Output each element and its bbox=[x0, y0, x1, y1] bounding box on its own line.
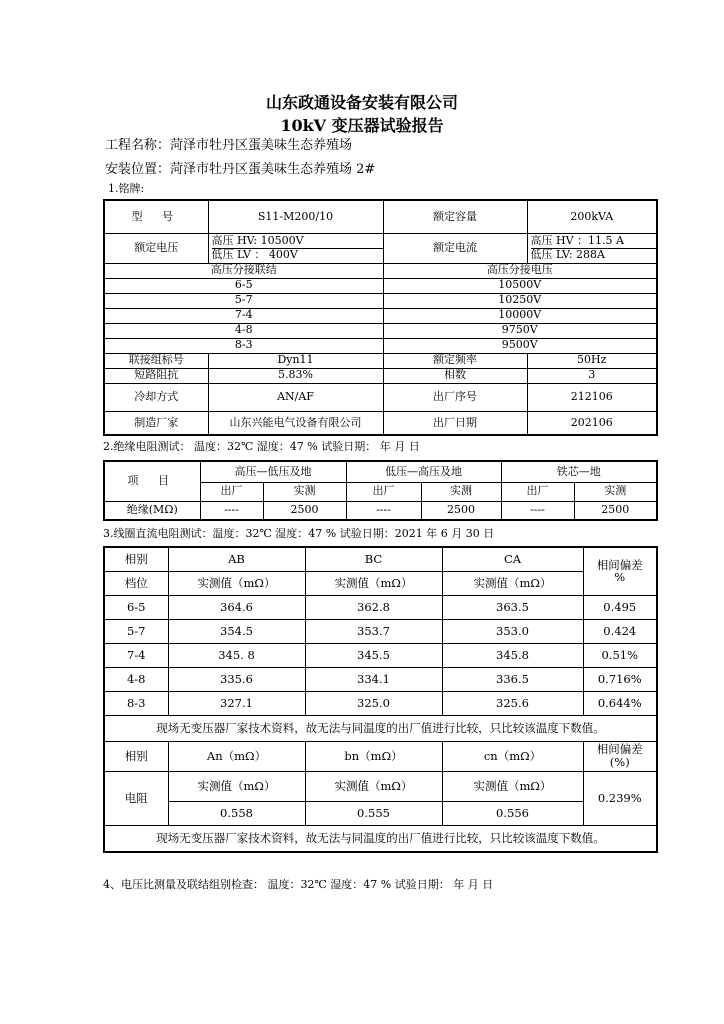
ab-value: 345. 8 bbox=[168, 643, 305, 667]
ca-value: 345.8 bbox=[442, 643, 583, 667]
factory-label: 出厂 bbox=[200, 482, 263, 501]
measured-header: 实测值（mΩ） bbox=[305, 771, 442, 801]
tap-conn: 5-7 bbox=[104, 293, 383, 308]
section-ratio-heading: 4、电压比测量及联结组别检查： 温度：32℃ 湿度：47 % 试验日期： 年 月 日 bbox=[103, 878, 494, 891]
measured-label: 实测 bbox=[263, 482, 346, 501]
tap-voltage: 9500V bbox=[383, 338, 657, 353]
report-title: 10kV 变压器试验报告 bbox=[280, 116, 444, 135]
group-header: 高压—低压及地 bbox=[200, 461, 346, 482]
tap-cell: 6-5 bbox=[104, 595, 168, 619]
tap-voltage: 9750V bbox=[383, 323, 657, 338]
measured-header: 实测值（mΩ） bbox=[305, 571, 442, 595]
tap-cell: 7-4 bbox=[104, 643, 168, 667]
insulation-value: ---- bbox=[346, 501, 421, 520]
ab-value: 335.6 bbox=[168, 667, 305, 691]
measured-header: 实测值（mΩ） bbox=[168, 771, 305, 801]
vector-group-value: Dyn11 bbox=[208, 353, 383, 368]
ab-value: 364.6 bbox=[168, 595, 305, 619]
ca-value: 325.6 bbox=[442, 691, 583, 715]
tap-voltage: 10250V bbox=[383, 293, 657, 308]
lv-value: 0.555 bbox=[305, 801, 442, 825]
serial-value: 212106 bbox=[527, 383, 657, 411]
impedance-label: 短路阻抗 bbox=[104, 368, 208, 383]
serial-label: 出厂序号 bbox=[383, 383, 527, 411]
phase-header: AB bbox=[168, 547, 305, 571]
tap-voltage: 10500V bbox=[383, 278, 657, 293]
rated-current-label: 额定电流 bbox=[383, 233, 527, 263]
lv-deviation-unit: (%) bbox=[609, 755, 630, 769]
lv-deviation-label: 相间偏差 bbox=[596, 742, 643, 757]
hv-voltage: 高压 HV: 10500V bbox=[211, 234, 304, 248]
phases-value: 3 bbox=[527, 368, 657, 383]
cooling-value: AN/AF bbox=[208, 383, 383, 411]
date-label: 出厂日期 bbox=[383, 411, 527, 435]
insulation-table bbox=[103, 460, 658, 521]
deviation-value: 0.51% bbox=[583, 643, 657, 667]
insulation-row-label: 绝缘(MΩ) bbox=[104, 501, 200, 520]
hv-current: 高压 HV ：11.5 A bbox=[530, 234, 624, 248]
maker-value: 山东兴能电气设备有限公司 bbox=[208, 411, 383, 435]
project-name: 工程名称：菏泽市牡丹区蛋美味生态养殖场 bbox=[105, 138, 353, 153]
phase-label: 相别 bbox=[104, 547, 168, 571]
lv-phase-label: 相别 bbox=[104, 741, 168, 771]
lv-value: 0.556 bbox=[442, 801, 583, 825]
lv-phase-header: An（mΩ） bbox=[168, 741, 305, 771]
deviation-value: 0.644% bbox=[583, 691, 657, 715]
group-header: 铁芯—地 bbox=[501, 461, 657, 482]
voltage-values bbox=[208, 233, 383, 263]
ca-value: 353.0 bbox=[442, 619, 583, 643]
resistance-label: 电阻 bbox=[104, 771, 168, 825]
deviation-value: 0.495 bbox=[583, 595, 657, 619]
cooling-label: 冷却方式 bbox=[104, 383, 208, 411]
frequency-label: 额定频率 bbox=[383, 353, 527, 368]
model-label: 型 号 bbox=[104, 200, 208, 233]
ca-value: 336.5 bbox=[442, 667, 583, 691]
lv-deviation-value: 0.239% bbox=[583, 771, 657, 825]
current-values bbox=[527, 233, 657, 263]
tap-cell: 8-3 bbox=[104, 691, 168, 715]
frequency-value: 50Hz bbox=[527, 353, 657, 368]
deviation-unit: % bbox=[614, 570, 626, 585]
measured-header: 实测值（mΩ） bbox=[442, 571, 583, 595]
section-nameplate-heading: 1.铭牌: bbox=[108, 182, 145, 195]
phase-header: BC bbox=[305, 547, 442, 571]
bc-value: 345.5 bbox=[305, 643, 442, 667]
measured-header: 实测值（mΩ） bbox=[168, 571, 305, 595]
bc-value: 353.7 bbox=[305, 619, 442, 643]
date-value: 202106 bbox=[527, 411, 657, 435]
tap-conn: 8-3 bbox=[104, 338, 383, 353]
ab-value: 327.1 bbox=[168, 691, 305, 715]
nameplate-table bbox=[103, 199, 658, 436]
deviation-label: 相间偏差 bbox=[596, 557, 643, 572]
insulation-value: 2500 bbox=[421, 501, 501, 520]
lv-voltage: 低压 LV ： 400V bbox=[212, 248, 383, 261]
ab-value: 354.5 bbox=[168, 619, 305, 643]
insulation-value: ---- bbox=[501, 501, 574, 520]
tap-cell: 5-7 bbox=[104, 619, 168, 643]
model-value: S11-M200/10 bbox=[208, 200, 383, 233]
section-dc-resistance-heading: 3.线圈直流电阻测试：温度：32℃ 湿度：47 % 试验日期：2021 年 6 月 30 日 bbox=[103, 527, 495, 540]
tap-conn: 6-5 bbox=[104, 278, 383, 293]
tap-connection-header: 高压分接联结 bbox=[104, 263, 383, 278]
deviation-header bbox=[583, 547, 657, 595]
note-row: 现场无变压器厂家技术资料，故无法与同温度的出厂值进行比较，只比较该温度下数值。 bbox=[104, 715, 657, 741]
factory-label: 出厂 bbox=[346, 482, 421, 501]
tap-voltage-header: 高压分接电压 bbox=[383, 263, 657, 278]
factory-label: 出厂 bbox=[501, 482, 574, 501]
tap-conn: 4-8 bbox=[104, 323, 383, 338]
tap-voltage: 10000V bbox=[383, 308, 657, 323]
insulation-value: ---- bbox=[200, 501, 263, 520]
bc-value: 325.0 bbox=[305, 691, 442, 715]
install-location: 安装位置：菏泽市牡丹区蛋美味生态养殖场 2# bbox=[105, 162, 376, 177]
bc-value: 334.1 bbox=[305, 667, 442, 691]
maker-label: 制造厂家 bbox=[104, 411, 208, 435]
tap-conn: 7-4 bbox=[104, 308, 383, 323]
lv-value: 0.558 bbox=[168, 801, 305, 825]
dc-resistance-table bbox=[103, 546, 658, 853]
bc-value: 362.8 bbox=[305, 595, 442, 619]
deviation-value: 0.716% bbox=[583, 667, 657, 691]
note-row-2: 现场无变压器厂家技术资料，故无法与同温度的出厂值进行比较，只比较该温度下数值。 bbox=[104, 825, 657, 852]
item-label: 项 目 bbox=[104, 461, 200, 501]
measured-label: 实测 bbox=[421, 482, 501, 501]
capacity-value: 200kVA bbox=[527, 200, 657, 233]
capacity-label: 额定容量 bbox=[383, 200, 527, 233]
lv-phase-header: bn（mΩ） bbox=[305, 741, 442, 771]
company-title: 山东政通设备安装有限公司 bbox=[265, 93, 458, 112]
phase-header: CA bbox=[442, 547, 583, 571]
tap-label: 档位 bbox=[104, 571, 168, 595]
ca-value: 363.5 bbox=[442, 595, 583, 619]
lv-phase-header: cn（mΩ） bbox=[442, 741, 583, 771]
insulation-value: 2500 bbox=[263, 501, 346, 520]
group-header: 低压—高压及地 bbox=[346, 461, 501, 482]
measured-header: 实测值（mΩ） bbox=[442, 771, 583, 801]
deviation-value: 0.424 bbox=[583, 619, 657, 643]
lv-deviation-header bbox=[583, 741, 657, 771]
impedance-value: 5.83% bbox=[208, 368, 383, 383]
vector-group-label: 联接组标号 bbox=[104, 353, 208, 368]
insulation-value: 2500 bbox=[574, 501, 657, 520]
rated-voltage-label: 额定电压 bbox=[104, 233, 208, 263]
lv-current: 低压 LV: 288A bbox=[531, 248, 657, 261]
section-insulation-heading: 2.绝缘电阻测试： 温度：32℃ 湿度：47 % 试验日期： 年 月 日 bbox=[103, 440, 420, 453]
phases-label: 相数 bbox=[383, 368, 527, 383]
measured-label: 实测 bbox=[574, 482, 657, 501]
tap-cell: 4-8 bbox=[104, 667, 168, 691]
